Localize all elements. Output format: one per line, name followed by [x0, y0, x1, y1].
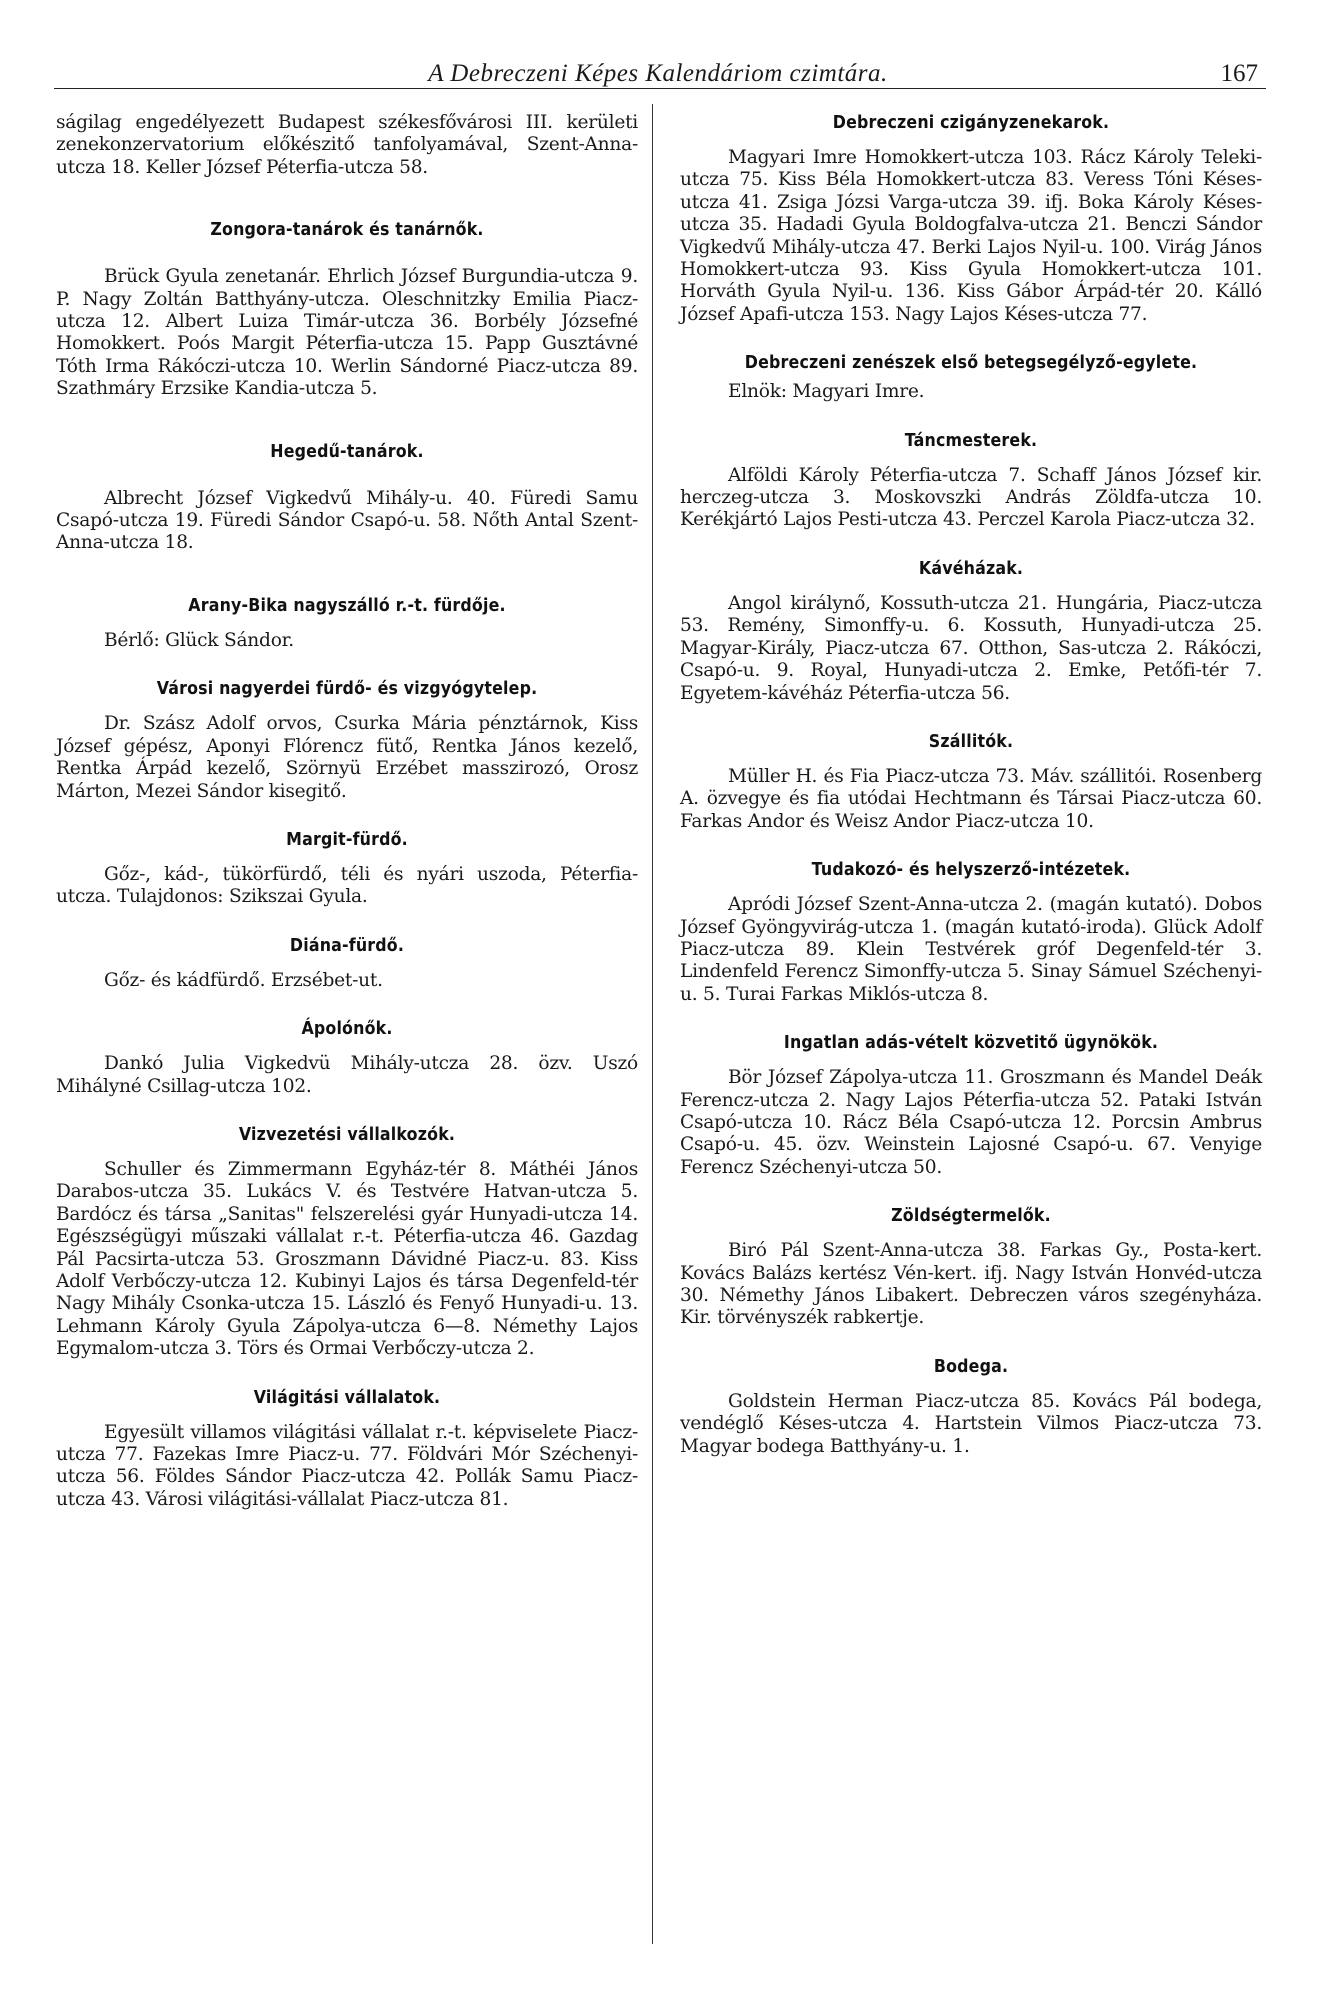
left-column: [56, 112, 638, 1511]
section-heading-nurses: Ápolónők.: [301, 1018, 393, 1040]
section-text-bodega: Goldstein Herman Piacz-utcza 85. Kovács Pál bodega, vendéglő Késes-utcza 4. Hartstein Vilmos Piacz-utcza 73. Magyar bodega Batthyány-u. 1.: [680, 1390, 1262, 1457]
section-heading-musicians-aid: Debreczeni zenészek első betegsegélyző-egylete.: [744, 352, 1198, 374]
section-heading-margit-bath: Margit-fürdő.: [286, 828, 408, 850]
section-heading-diana-bath: Diána-fürdő.: [289, 934, 405, 956]
right-column: [680, 112, 1262, 1458]
section-text-arany-bika-bath: Bérlő: Glück Sándor.: [104, 629, 294, 651]
section-text-real-estate-agents: Bör József Zápolya-utcza 11. Groszmann és Mandel Deák Ferencz-utcza 2. Nagy Lajos Péterfia-utcza 52. Pataki István Csapó-utcza 10. Rácz Béla Csapó-utcza 12. Porcsin Ambrus Csapó-u. 45. özv. Weinstein Lajosné Csapó-u. 67. Venyige Ferencz Széchenyi-utcza 50.: [680, 1067, 1262, 1178]
section-heading-city-bath: Városi nagyerdei fürdő- és vizgyógytelep.: [156, 678, 538, 700]
section-heading-coffee-houses: Kávéházak.: [918, 557, 1024, 579]
section-heading-violin-teachers: Hegedű-tanárok.: [270, 440, 424, 462]
section-heading-bodega: Bodega.: [933, 1355, 1009, 1377]
continued-paragraph: ságilag engedélyezett Budapest székesfővárosi III. kerületi zenekonzervatorium előkészitő tanfolyamával, Szent-Anna-utcza 18. Keller József Péterfia-utcza 58.: [56, 112, 638, 178]
page-number: 167: [1220, 60, 1258, 87]
section-text-diana-bath: Gőz- és kádfürdő. Erzsébet-ut.: [104, 969, 383, 991]
section-text-musicians-aid: Elnök: Magyari Imre.: [728, 381, 925, 403]
section-text-inquiry-agencies: Apródi József Szent-Anna-utcza 2. (magán kutató). Dobos József Gyöngyvirág-utcza 1. (magán kutató-iroda). Glück Adolf Piacz-utcza 89. Klein Testvérek gróf Degenfeld-tér 3. Lindenfeld Ferencz Simonffy-utcza 5. Sinay Sámuel Széchenyi-u. 5. Turai Farkas Miklós-utcza 8.: [680, 894, 1262, 1005]
section-heading-inquiry-agencies: Tudakozó- és helyszerző-intézetek.: [811, 859, 1131, 881]
section-heading-plumbing: Vizvezetési vállalkozók.: [238, 1123, 456, 1145]
section-text-city-bath: Dr. Szász Adolf orvos, Csurka Mária pénztárnok, Kiss József gépész, Aponyi Flórencz fütő, Rentka János kezelő, Rentka Árpád kezelő, Szörnyü Erzébet masszirozó, Orosz Márton, Mezei Sándor kisegitő.: [56, 713, 638, 802]
section-text-plumbing: Schuller és Zimmermann Egyház-tér 8. Máthéi János Darabos-utcza 35. Lukács V. és Testvére Hatvan-utcza 5. Bardócz és társa „Sanitas" felszerelési gyár Hunyadi-utcza 14. Egészségügyi műszaki vállalat r.-t. Péterfia-utcza 46. Gazdag Pál Pacsirta-utcza 53. Groszmann Dávidné Piacz-u. 83. Kiss Adolf Verbőczy-utcza 12. Kubinyi Lajos és társa Degenfeld-tér Nagy Mihály Csonka-utcza 15. László és Fenyő Hunyadi-u. 13. Lehmann Károly Gyula Zápolya-utcza 6—8. Némethy Lajos Egymalom-utcza 3. Törs és Ormai Verbőczy-utcza 2.: [56, 1158, 638, 1360]
section-heading-arany-bika-bath: Arany-Bika nagyszálló r.-t. fürdője.: [188, 594, 506, 616]
section-heading-carriers: Szállitók.: [928, 730, 1014, 752]
section-heading-dance-masters: Táncmesterek.: [904, 429, 1038, 451]
section-text-lighting: Egyesült villamos világitási vállalat r.-t. képviselete Piacz-utcza 77. Fazekas Imre Piacz-u. 77. Földvári Mór Széchenyi-utcza 56. Földes Sándor Piacz-utcza 42. Pollák Samu Piacz-utcza 43. Városi világitási-vállalat Piacz-utcza 81.: [56, 1421, 638, 1510]
section-text-coffee-houses: Angol királynő, Kossuth-utcza 21. Hungária, Piacz-utcza 53. Remény, Simonffy-u. 6. Kossuth, Hunyadi-utcza 25. Magyar-Király, Piacz-utcza 67. Otthon, Sas-utcza 2. Rákóczi, Csapó-u. 9. Royal, Hunyadi-utcza 2. Emke, Petőfi-tér 7. Egyetem-kávéház Péterfia-utcza 56.: [680, 592, 1262, 704]
header-rule: [54, 88, 1266, 89]
section-text-gypsy-bands: Magyari Imre Homokkert-utcza 103. Rácz Károly Teleki-utcza 75. Kiss Béla Homokkert-utcza 83. Veress Tóni Késes-utcza 41. Zsiga Józsi Varga-utcza 39. ifj. Boka Károly Késes-utcza 35. Hadadi Gyula Boldogfalva-utcza 21. Benczi Sándor Vigkedvű Mihály-utcza 47. Berki Lajos Nyil-u. 100. Virág János Homokkert-utcza 93. Kiss Gyula Homokkert-utcza 101. Horváth Gyula Nyil-u. 136. Kiss Gábor Árpád-tér 20. Kálló József Apafi-utcza 153. Nagy Lajos Késes-utcza 77.: [680, 147, 1262, 325]
running-title: A Debreczeni Képes Kalendáriom czimtára.: [428, 60, 888, 87]
section-heading-gypsy-bands: Debreczeni czigányzenekarok.: [832, 112, 1110, 133]
section-heading-real-estate-agents: Ingatlan adás-vételt közvetitő ügynökök.: [783, 1032, 1159, 1054]
section-heading-piano-teachers: Zongora-tanárok és tanárnők.: [210, 219, 484, 241]
section-heading-lighting: Világitási vállalatok.: [253, 1386, 441, 1408]
section-text-piano-teachers: Brück Gyula zenetanár. Ehrlich József Burgundia-utcza 9. P. Nagy Zoltán Batthyány-utcza. Oleschnitzky Emilia Piacz-utcza 12. Albert Luiza Timár-utcza 36. Borbély Józsefné Homokkert. Poós Margit Péterfia-utcza 15. Papp Gusztávné Tóth Irma Rákóczi-utcza 10. Werlin Sándorné Piacz-utcza 89. Szathmáry Erzsike Kandia-utcza 5.: [56, 266, 638, 400]
section-text-vegetable-growers: Biró Pál Szent-Anna-utcza 38. Farkas Gy., Posta-kert. Kovács Balázs kertész Vén-kert. ifj. Nagy István Honvéd-utcza 30. Némethy János Libakert. Debreczen város szegényháza. Kir. törvényszék rabkertje.: [680, 1240, 1262, 1329]
section-text-violin-teachers: Albrecht József Vigkedvű Mihály-u. 40. Füredi Samu Csapó-utcza 19. Füredi Sándor Csapó-u. 58. Nőth Antal Szent-Anna-utcza 18.: [56, 487, 638, 554]
section-text-dance-masters: Alföldi Károly Péterfia-utcza 7. Schaff János József kir. herczeg-utcza 3. Moskovszki András Zöldfa-utcza 10. Kerékjártó Lajos Pesti-utcza 43. Perczel Karola Piacz-utcza 32.: [680, 464, 1262, 531]
section-text-margit-bath: Gőz-, kád-, tükörfürdő, téli és nyári uszoda, Péterfia-utcza. Tulajdonos: Szikszai Gyula.: [56, 863, 638, 908]
column-divider: [652, 104, 653, 1944]
section-text-nurses: Dankó Julia Vigkedvü Mihály-utcza 28. özv. Uszó Mihályné Csillag-utcza 102.: [56, 1053, 638, 1097]
page-header: [58, 60, 1258, 100]
section-text-carriers: Müller H. és Fia Piacz-utcza 73. Máv. szállitói. Rosenberg A. özvegye és fia utódai Hechtmann és Társai Piacz-utcza 60. Farkas Andor és Weisz Andor Piacz-utcza 10.: [680, 765, 1262, 832]
section-heading-vegetable-growers: Zöldségtermelők.: [891, 1205, 1051, 1227]
